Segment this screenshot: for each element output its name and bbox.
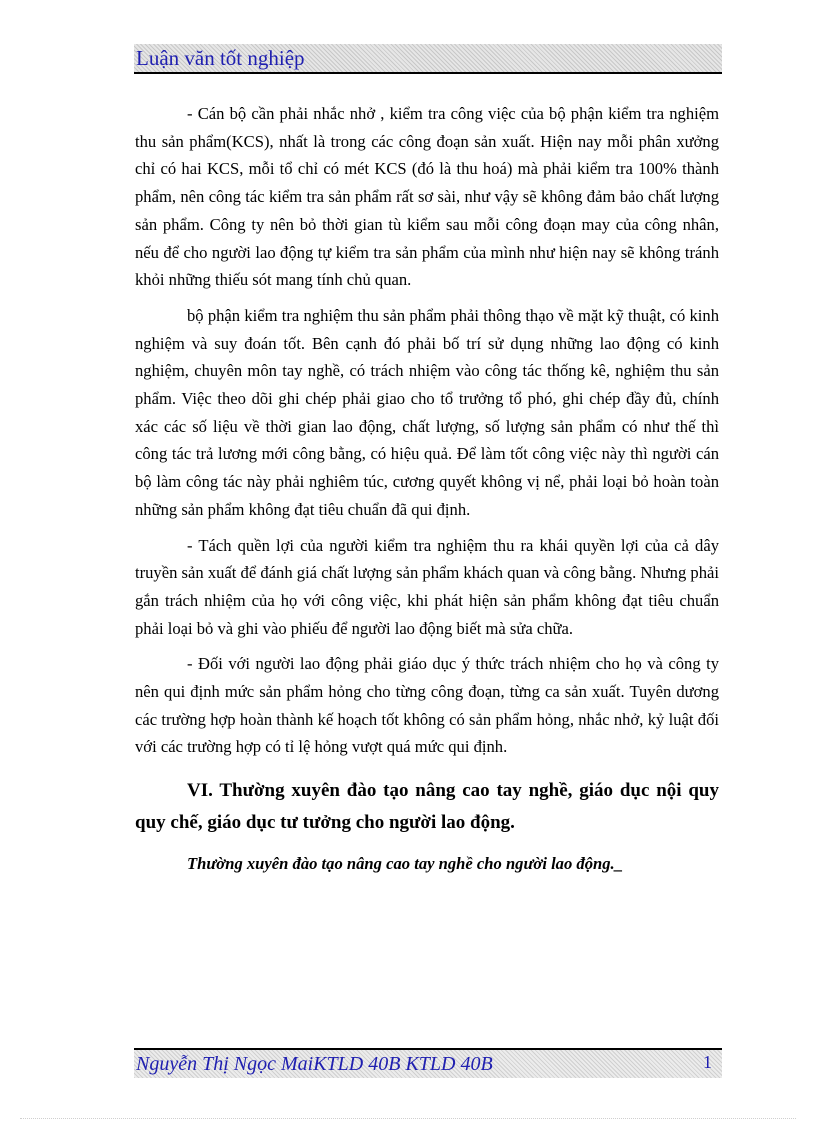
page-number: 1 (703, 1052, 712, 1072)
page-header (134, 44, 722, 74)
paragraph-worker-education: - Đối với người lao động phải giáo dục ý thức trách nhiệm cho họ và công ty nên qui định mức sản phẩm hỏng cho từng công đoạn, từng ca sản xuất. Tuyên dương các trường hợp hoàn thành kế hoạch tốt không có sản phẩm hỏng, nhắc nhở, kỷ luật đối với các trường hợp có tỉ lệ hỏng vượt quá mức qui định. (135, 654, 719, 757)
section-heading: VI. Thường xuyên đào tạo nâng cao tay nghề, giáo dục nội quy quy chế, giáo dục tư tưởng cho người lao động. (135, 780, 719, 834)
paragraph-separate-interests: - Tách quền lợi của người kiểm tra nghiệm thu ra khái quyền lợi của cả dây truyền sản xuất để đánh giá chất lượng sản phẩm khách quan và công bằng. Nhưng phải gắn trách nhiệm của họ với công việc, khi phát hiện sản phẩm không đạt tiêu chuẩn phải loại bỏ và ghi vào phiếu để người lao động biết mà sửa chữa. (135, 535, 719, 638)
document-body (135, 100, 719, 877)
footer-author: Nguyễn Thị Ngọc MaiKTLD 40B KTLD 40B (136, 1053, 493, 1075)
page-bottom-edge (20, 1118, 796, 1119)
paragraph-inspection-staff: bộ phận kiểm tra nghiệm thu sản phẩm phải thông thạo về mặt kỹ thuật, có kinh nghiệm và suy đoán tốt. Bên cạnh đó phải bố trí sử dụng những lao động có kinh nghiệm, chuyên môn tay nghề, có trách nhiệm vào công tác thống kê, nghiệm thu sản phẩm. Việc theo dõi ghi chép phải giao cho tổ trưởng tổ phó, ghi chép đầy đủ, chính xác các số liệu về thời gian lao động, chất lượng, số lượng sản phẩm có như thế thì công tác trả lương mới công bằng, có hiệu quả. Để làm tốt công việc này thì người cán bộ làm công tác này phải nghiêm túc, cương quyết không vị nể, phải loại bỏ hoàn toàn những sản phẩm không đạt tiêu chuẩn đã qui định. (135, 305, 719, 519)
section-subheading: Thường xuyên đào tạo nâng cao tay nghề cho người lao động._ (187, 854, 623, 874)
paragraph-kcs-supervision: - Cán bộ cần phải nhắc nhở , kiểm tra công việc của bộ phận kiểm tra nghiệm thu sản phẩm(KCS), nhất là trong các công đoạn sản xuất. Hiện nay mỗi phân xưởng chỉ có hai KCS, mỗi tổ chỉ có mét KCS (đó là thu hoá) mà phải kiểm tra 100% thành phẩm, nên công tác kiểm tra sản phẩm rất sơ sài, như vậy sẽ không đảm bảo chất lượng sản phẩm. Công ty nên bỏ thời gian tù kiểm sau mỗi công đoạn may của công nhân, nếu để cho người lao động tự kiểm tra sản phẩm của mình như hiện nay sẽ không tránh khỏi những thiếu sót mang tính chủ quan. (135, 104, 719, 290)
header-title: Luận văn tốt nghiệp (136, 46, 305, 70)
page-footer (134, 1048, 722, 1078)
